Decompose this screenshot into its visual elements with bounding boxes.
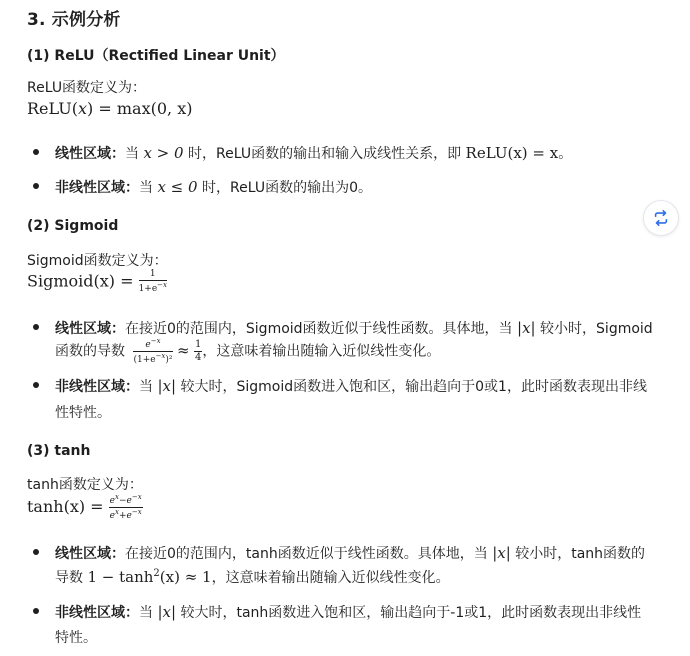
sigmoid-fraction	[139, 270, 167, 294]
tanh-b2-t1: 当	[139, 605, 153, 621]
sigmoid-b1-l1: 在接近0的范围内，Sigmoid函数近似于线性函数。具体地，当	[125, 321, 513, 337]
tanh-eq-a: 1 − tanh	[87, 568, 154, 586]
sigmoid-derivative-fraction	[133, 338, 172, 365]
tanh-derivative-eq	[87, 568, 211, 586]
bullet-dot	[33, 382, 39, 388]
relu-b2-cond: x ≤ 0	[157, 178, 198, 196]
sigmoid-quarter-den: 4	[195, 352, 202, 363]
relu-formula-name: ReLU	[27, 99, 72, 118]
tanh-b2-abs: |x|	[157, 603, 177, 621]
relu-formula-arg: x	[78, 99, 88, 118]
relu-formula-fn: max	[116, 99, 151, 118]
bullet-dot	[33, 608, 39, 614]
sigmoid-approx: ≈	[176, 341, 190, 360]
sigmoid-bullet-linear-l1	[55, 318, 653, 338]
relu-b2-t2: 时，ReLU函数的输出为0。	[202, 180, 372, 196]
tanh-eq-b: (x) ≈ 1	[159, 568, 212, 586]
tanh-formula	[27, 494, 143, 521]
sigmoid-den-base: 1+e	[138, 284, 158, 294]
sigmoid-b2-l1: 较大时，Sigmoid函数进入饱和区，输出趋向于0或1，此时函数表现出非线	[180, 379, 647, 395]
relu-heading: (1) ReLU（Rectified Linear Unit）	[27, 48, 285, 64]
sigmoid-def-label: Sigmoid函数定义为：	[27, 253, 168, 269]
relu-formula: ReLU(x) = max(0, x)	[27, 99, 193, 118]
sigmoid-b1-l2b: ，这意味着输出随输入近似线性变化。	[202, 343, 441, 360]
tanh-den-b-exp: −x	[131, 508, 142, 516]
tanh-fraction	[109, 494, 143, 521]
sigmoid-bullet-linear-l2	[55, 338, 440, 365]
sigmoid-b2-title: 非线性区域：	[55, 379, 139, 395]
tanh-heading: (3) tanh	[27, 443, 91, 459]
sigmoid-bullet-nonlinear-l2: 性特性。	[55, 405, 111, 421]
relu-b1-cond: x > 0	[143, 144, 184, 162]
regenerate-icon	[652, 209, 670, 227]
tanh-eq-sup: 2	[153, 568, 160, 579]
tanh-b1-abs: |x|	[492, 544, 511, 562]
sigmoid-deriv-den-exp: −x	[155, 352, 166, 360]
tanh-num-mid: −e	[118, 496, 132, 506]
tanh-formula-lhs: tanh(x) =	[27, 497, 104, 516]
section-title: 3. 示例分析	[27, 10, 121, 30]
tanh-num-a-exp: x	[115, 493, 119, 501]
sigmoid-bullet-nonlinear-l1	[55, 376, 647, 396]
sigmoid-deriv-den-base: (1+e	[133, 355, 156, 365]
tanh-b1-title: 线性区域：	[55, 546, 125, 562]
sigmoid-b2-t1: 当	[139, 379, 153, 395]
tanh-b1-l1b: 较小时，tanh函数的	[515, 546, 646, 562]
bullet-dot	[33, 183, 39, 189]
relu-b2-title: 非线性区域：	[55, 180, 139, 196]
bullet-dot	[33, 324, 39, 330]
tanh-bullet-linear-l1	[55, 543, 645, 563]
tanh-b2-l1: 较大时，tanh函数进入饱和区，输出趋向于-1或1，此时函数表现出非线性	[180, 605, 642, 621]
sigmoid-b1-abs: |x|	[517, 319, 536, 337]
sigmoid-den-exp: −x	[157, 281, 167, 289]
tanh-bullet-linear-l2	[55, 567, 450, 587]
relu-b1-t1: 当	[125, 146, 139, 162]
tanh-den-a: e	[109, 511, 115, 521]
relu-formula-args: (0, x)	[150, 99, 193, 118]
sigmoid-deriv-num	[133, 338, 172, 352]
sigmoid-b1-l2a: 函数的导数	[55, 343, 125, 360]
relu-b1-eq: ReLU(x) = x	[465, 144, 559, 162]
relu-b2-t1: 当	[139, 180, 153, 196]
sigmoid-frac-num: 1	[139, 270, 167, 281]
sigmoid-quarter-num: 1	[195, 339, 202, 350]
tanh-den-a-exp: x	[115, 508, 119, 516]
relu-bullet-linear	[55, 143, 572, 163]
sigmoid-deriv-den-end: )²	[165, 355, 173, 365]
sigmoid-b1-l1b: 较小时，Sigmoid	[540, 321, 653, 337]
sigmoid-heading: (2) Sigmoid	[27, 218, 119, 234]
sigmoid-formula-lhs: Sigmoid(x) =	[27, 271, 134, 291]
relu-bullet-nonlinear	[55, 177, 372, 197]
tanh-bullet-nonlinear-l2: 特性。	[55, 630, 97, 646]
relu-b1-title: 线性区域：	[55, 146, 125, 162]
relu-def-label: ReLU函数定义为：	[27, 80, 147, 96]
tanh-num-b-exp: −x	[131, 493, 142, 501]
tanh-frac-num	[109, 494, 143, 508]
regenerate-button[interactable]	[643, 200, 679, 236]
tanh-b2-title: 非线性区域：	[55, 605, 139, 621]
sigmoid-deriv-num-base: e	[145, 340, 151, 350]
bullet-dot	[33, 149, 39, 155]
tanh-den-mid: +e	[118, 511, 132, 521]
sigmoid-formula	[27, 270, 167, 294]
tanh-num-a: e	[109, 496, 115, 506]
sigmoid-deriv-den	[133, 352, 172, 365]
tanh-frac-den	[109, 508, 143, 521]
sigmoid-deriv-num-exp: −x	[150, 337, 161, 345]
tanh-b1-l1: 在接近0的范围内，tanh函数近似于线性函数。具体地，当	[125, 546, 488, 562]
sigmoid-b2-abs: |x|	[157, 377, 177, 395]
relu-b1-t2: 时，ReLU函数的输出和输入成线性关系，即	[188, 146, 462, 162]
relu-b1-end: 。	[558, 146, 573, 162]
tanh-b1-l2a: 导数	[55, 570, 83, 586]
tanh-def-label: tanh函数定义为：	[27, 477, 143, 493]
bullet-dot	[33, 549, 39, 555]
tanh-bullet-nonlinear-l1	[55, 602, 641, 622]
sigmoid-frac-den	[139, 281, 167, 294]
tanh-b1-l2b: ，这意味着输出随输入近似线性变化。	[211, 570, 450, 586]
sigmoid-b1-title: 线性区域：	[55, 321, 125, 337]
